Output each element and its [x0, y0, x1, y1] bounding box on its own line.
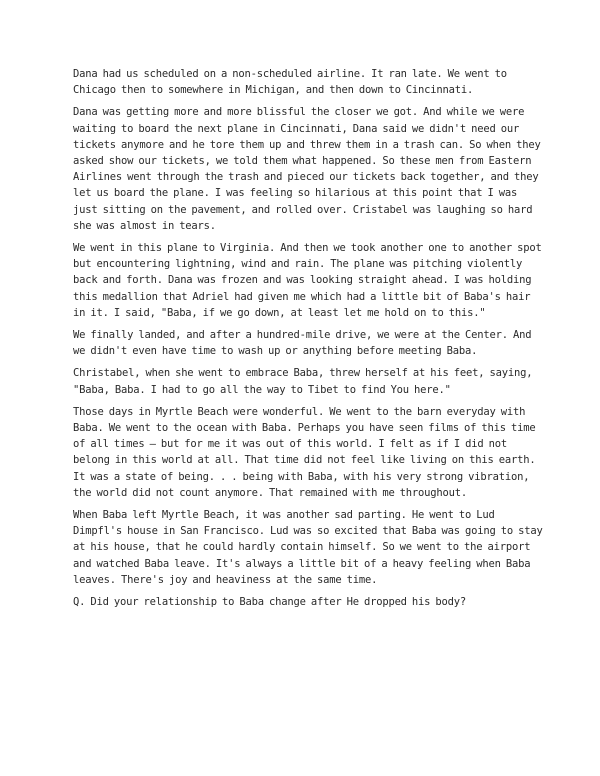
- paragraph-tickets: Dana was getting more and more blissful the closer we got. And while we were waiting to board the next plane in Cincinnati, Dana said we didn't need our tickets anymore and he tore them up and threw them in a trash can. So when they asked show our tickets, we told them what happened. So these men from Eastern Airlines went through the trash and pieced our tickets back together, and they let us board the plane. I was feeling so hilarious at this point that I was just sitting on the pavement, and rolled over. Cristabel was laughing so hard she was almost in tears.: [73, 106, 541, 232]
- paragraph-parting: When Baba left Myrtle Beach, it was another sad parting. He went to Lud Dimpfl's house in San Francisco. Lud was so excited that Baba was going to stay at his house, that he could hardly contain himself. So we went to the airport and watched Baba leave. It's always a little bit of a heavy feeling when Baba leaves. There's joy and heaviness at the same time.: [73, 509, 543, 586]
- paragraph-myrtle-beach: Those days in Myrtle Beach were wonderful. We went to the barn everyday with Baba. We went to the ocean with Baba. Perhaps you have seen films of this time of all times — but for me it was out of this world. I felt as if I did not belong in this world at all. That time did not feel like living on this earth. It was a state of being. . . being with Baba, with his very strong vibration, the world did not count anymore. That remained with me throughout.: [73, 405, 536, 499]
- paragraph-question: Q. Did your relationship to Baba change after He dropped his body?: [73, 596, 467, 609]
- document-body: [73, 66, 543, 616]
- paragraph-christabel: Christabel, when she went to embrace Baba, threw herself at his feet, saying, "Baba, Baba. I had to go all the way to Tibet to find You here.": [73, 367, 533, 396]
- paragraph-airline: Dana had us scheduled on a non-scheduled airline. It ran late. We went to Chicago then to somewhere in Michigan, and then down to Cincinnati.: [73, 68, 507, 97]
- paragraph-landing: We finally landed, and after a hundred-mile drive, we were at the Center. And we didn't even have time to wash up or anything before meeting Baba.: [73, 329, 532, 358]
- paragraph-virginia-flight: We went in this plane to Virginia. And then we took another one to another spot but encountering lightning, wind and rain. The plane was pitching violently back and forth. Dana was frozen and was looking straight ahead. I was holding this medallion that Adriel had given me which had a little bit of Baba's hair in it. I said, "Baba, if we go down, at least let me hold on to this.": [73, 242, 542, 319]
